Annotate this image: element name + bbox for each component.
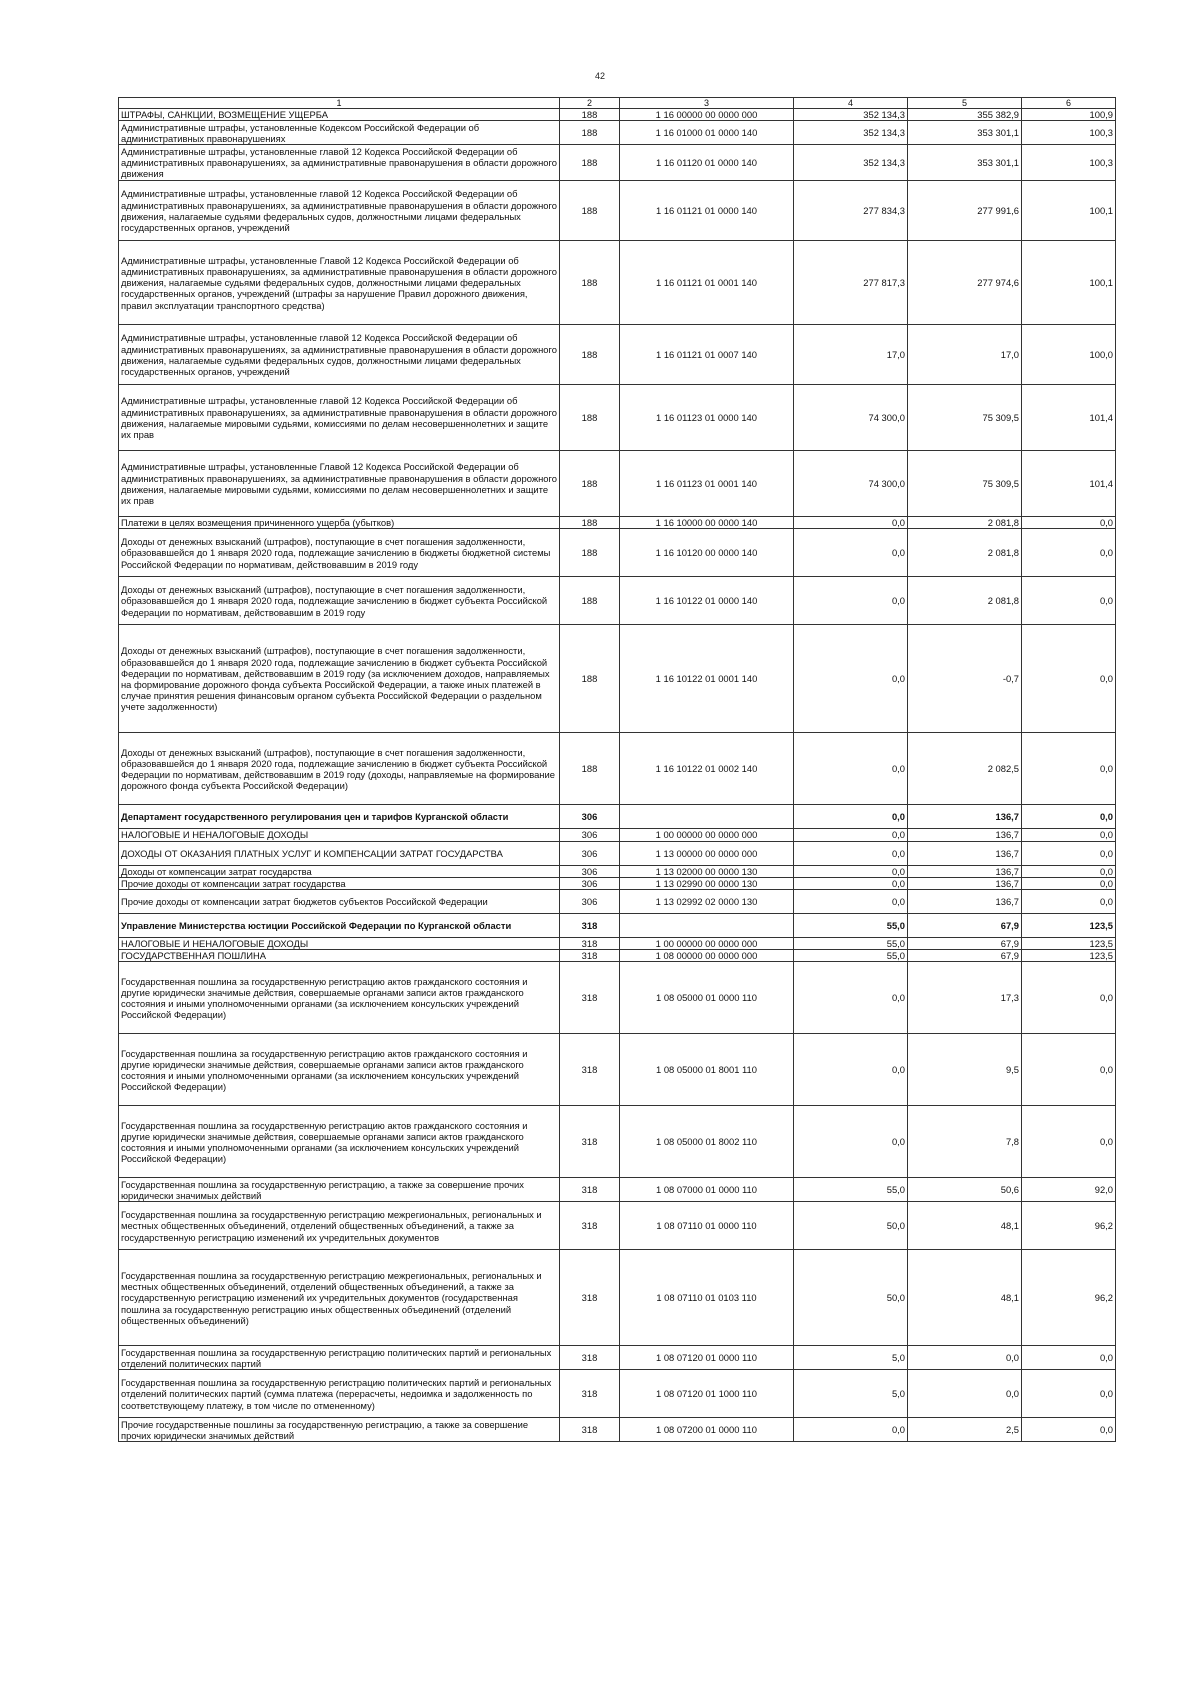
row-value-percent: 0,0: [1022, 962, 1116, 1034]
row-value-plan: 0,0: [794, 1418, 908, 1442]
row-value-actual: 0,0: [908, 1346, 1022, 1370]
row-budget-code: 1 08 07120 01 1000 110: [620, 1370, 794, 1418]
row-name: Государственная пошлина за государственную регистрацию межрегиональных, региональных и местных общественных объединений, отделений общественных объединений, а также за государственную регистрацию изменений их учредительных документов (государственная пошлина за государственную регистрацию иных общественных объединений (отделений общественных объединений): [119, 1250, 560, 1346]
row-admin-code: 188: [560, 145, 620, 181]
row-value-actual: 353 301,1: [908, 145, 1022, 181]
row-value-actual: 136,7: [908, 877, 1022, 889]
row-value-plan: 74 300,0: [794, 451, 908, 517]
row-value-percent: 0,0: [1022, 1370, 1116, 1418]
row-budget-code: 1 00 00000 00 0000 000: [620, 829, 794, 841]
row-admin-code: 188: [560, 577, 620, 625]
row-value-plan: 0,0: [794, 829, 908, 841]
row-value-percent: 100,3: [1022, 145, 1116, 181]
table-row: [119, 877, 1116, 889]
row-value-percent: 0,0: [1022, 1106, 1116, 1178]
row-value-actual: 2 081,8: [908, 577, 1022, 625]
table-row: [119, 805, 1116, 829]
row-value-plan: 0,0: [794, 517, 908, 529]
table-row: [119, 241, 1116, 325]
table-row: [119, 529, 1116, 577]
row-budget-code: 1 08 05000 01 0000 110: [620, 962, 794, 1034]
row-name: Административные штрафы, установленные Главой 12 Кодекса Российской Федерации об административных правонарушениях, за административные правонарушения в области дорожного движения, налагаемые мировыми судьями, комиссиями по делам несовершеннолетних и защите их прав: [119, 451, 560, 517]
row-value-percent: 123,5: [1022, 950, 1116, 962]
row-value-actual: 136,7: [908, 805, 1022, 829]
row-admin-code: 306: [560, 805, 620, 829]
row-value-percent: 0,0: [1022, 517, 1116, 529]
row-budget-code: 1 16 01121 01 0000 140: [620, 181, 794, 241]
row-value-percent: 0,0: [1022, 877, 1116, 889]
row-budget-code: 1 16 01121 01 0001 140: [620, 241, 794, 325]
row-admin-code: 318: [560, 950, 620, 962]
row-admin-code: 188: [560, 451, 620, 517]
row-value-actual: 9,5: [908, 1034, 1022, 1106]
row-value-percent: 101,4: [1022, 451, 1116, 517]
row-admin-code: 188: [560, 109, 620, 121]
row-value-percent: 123,5: [1022, 914, 1116, 938]
column-number: 3: [620, 98, 794, 109]
row-admin-code: 318: [560, 1202, 620, 1250]
row-value-percent: 0,0: [1022, 1034, 1116, 1106]
column-number: 2: [560, 98, 620, 109]
row-name: Доходы от компенсации затрат государства: [119, 865, 560, 877]
table-row: [119, 1178, 1116, 1202]
row-budget-code: 1 16 01123 01 0000 140: [620, 385, 794, 451]
row-name: Государственная пошлина за государственную регистрацию, а также за совершение прочих юридически значимых действий: [119, 1178, 560, 1202]
row-value-actual: 48,1: [908, 1250, 1022, 1346]
row-value-actual: 277 974,6: [908, 241, 1022, 325]
row-value-plan: 55,0: [794, 938, 908, 950]
row-value-percent: 100,9: [1022, 109, 1116, 121]
row-admin-code: 318: [560, 938, 620, 950]
row-value-percent: 0,0: [1022, 1418, 1116, 1442]
row-value-plan: 5,0: [794, 1346, 908, 1370]
row-budget-code: [620, 914, 794, 938]
table-row: [119, 865, 1116, 877]
row-value-actual: 67,9: [908, 914, 1022, 938]
table-row: [119, 938, 1116, 950]
row-budget-code: 1 08 07000 01 0000 110: [620, 1178, 794, 1202]
table-row: [119, 1250, 1116, 1346]
table-row: [119, 1418, 1116, 1442]
table-row: [119, 625, 1116, 733]
row-budget-code: 1 08 00000 00 0000 000: [620, 950, 794, 962]
row-value-percent: 0,0: [1022, 829, 1116, 841]
row-name: Административные штрафы, установленные главой 12 Кодекса Российской Федерации об административных правонарушениях, за административные правонарушения в области дорожного движения, налагаемые мировыми судьями, комиссиями по делам несовершеннолетних и защите их прав: [119, 385, 560, 451]
row-value-actual: 353 301,1: [908, 121, 1022, 145]
row-value-percent: 101,4: [1022, 385, 1116, 451]
row-name: Прочие государственные пошлины за государственную регистрацию, а также за совершение прочих юридически значимых действий: [119, 1418, 560, 1442]
row-budget-code: 1 16 10120 00 0000 140: [620, 529, 794, 577]
row-value-plan: 0,0: [794, 1034, 908, 1106]
row-name: Административные штрафы, установленные главой 12 Кодекса Российской Федерации об административных правонарушениях, за административные правонарушения в области дорожного движения, налагаемые судьями федеральных судов, должностными лицами федеральных государственных органов, учреждений: [119, 325, 560, 385]
table-row: [119, 1202, 1116, 1250]
row-value-percent: 0,0: [1022, 577, 1116, 625]
row-value-actual: 136,7: [908, 841, 1022, 865]
row-name: Государственная пошлина за государственную регистрацию актов гражданского состояния и другие юридически значимые действия, совершаемые органами записи актов гражданского состояния и иными уполномоченными органами (за исключением консульских учреждений Российской Федерации): [119, 962, 560, 1034]
row-admin-code: 188: [560, 121, 620, 145]
row-value-percent: 92,0: [1022, 1178, 1116, 1202]
table-row: [119, 962, 1116, 1034]
row-value-actual: 75 309,5: [908, 385, 1022, 451]
row-name: НАЛОГОВЫЕ И НЕНАЛОГОВЫЕ ДОХОДЫ: [119, 829, 560, 841]
row-value-plan: 55,0: [794, 914, 908, 938]
row-value-plan: 352 134,3: [794, 121, 908, 145]
row-admin-code: 318: [560, 962, 620, 1034]
row-admin-code: 188: [560, 529, 620, 577]
column-number: 6: [1022, 98, 1116, 109]
row-admin-code: 318: [560, 1106, 620, 1178]
row-value-actual: -0,7: [908, 625, 1022, 733]
row-value-percent: 96,2: [1022, 1250, 1116, 1346]
row-value-percent: 0,0: [1022, 890, 1116, 914]
row-admin-code: 318: [560, 1346, 620, 1370]
row-admin-code: 306: [560, 865, 620, 877]
row-value-percent: 96,2: [1022, 1202, 1116, 1250]
row-admin-code: 188: [560, 181, 620, 241]
row-name: Государственная пошлина за государственную регистрацию политических партий и региональных отделений политических партий: [119, 1346, 560, 1370]
row-budget-code: [620, 805, 794, 829]
row-value-plan: 50,0: [794, 1250, 908, 1346]
row-budget-code: 1 13 02000 00 0000 130: [620, 865, 794, 877]
row-value-actual: 17,3: [908, 962, 1022, 1034]
row-admin-code: 188: [560, 625, 620, 733]
row-name: Административные штрафы, установленные Кодексом Российской Федерации об административных правонарушениях: [119, 121, 560, 145]
row-value-actual: 2 082,5: [908, 733, 1022, 805]
row-value-percent: 0,0: [1022, 733, 1116, 805]
row-budget-code: 1 16 00000 00 0000 000: [620, 109, 794, 121]
row-admin-code: 318: [560, 914, 620, 938]
row-value-actual: 277 991,6: [908, 181, 1022, 241]
row-value-percent: 0,0: [1022, 625, 1116, 733]
table-row: [119, 1034, 1116, 1106]
row-budget-code: 1 16 01123 01 0001 140: [620, 451, 794, 517]
column-numbers-row: [119, 98, 1116, 109]
row-name: Государственная пошлина за государственную регистрацию актов гражданского состояния и другие юридически значимые действия, совершаемые органами записи актов гражданского состояния и иными уполномоченными органами (за исключением консульских учреждений Российской Федерации): [119, 1106, 560, 1178]
row-name: Государственная пошлина за государственную регистрацию межрегиональных, региональных и местных общественных объединений, отделений общественных объединений, а также за государственную регистрацию изменений их учредительных документов: [119, 1202, 560, 1250]
page-number: 42: [594, 71, 605, 81]
row-budget-code: 1 16 10000 00 0000 140: [620, 517, 794, 529]
row-budget-code: 1 13 02990 00 0000 130: [620, 877, 794, 889]
row-value-plan: 50,0: [794, 1202, 908, 1250]
row-value-plan: 0,0: [794, 625, 908, 733]
row-budget-code: 1 08 07110 01 0000 110: [620, 1202, 794, 1250]
row-value-percent: 0,0: [1022, 529, 1116, 577]
row-value-actual: 2,5: [908, 1418, 1022, 1442]
row-name: Административные штрафы, установленные главой 12 Кодекса Российской Федерации об административных правонарушениях, за административные правонарушения в области дорожного движения: [119, 145, 560, 181]
row-admin-code: 188: [560, 241, 620, 325]
row-name: Административные штрафы, установленные главой 12 Кодекса Российской Федерации об административных правонарушениях, за административные правонарушения в области дорожного движения, налагаемые судьями федеральных судов, должностными лицами федеральных государственных органов, учреждений: [119, 181, 560, 241]
row-budget-code: 1 08 07110 01 0103 110: [620, 1250, 794, 1346]
row-budget-code: 1 16 10122 01 0000 140: [620, 577, 794, 625]
row-value-percent: 0,0: [1022, 805, 1116, 829]
row-admin-code: 318: [560, 1418, 620, 1442]
row-name: Доходы от денежных взысканий (штрафов), поступающие в счет погашения задолженности, образовавшейся до 1 января 2020 года, подлежащие зачислению в бюджеты бюджетной системы Российской Федерации по нормативам, действовавшим в 2019 году: [119, 529, 560, 577]
row-value-plan: 277 817,3: [794, 241, 908, 325]
row-value-plan: 0,0: [794, 890, 908, 914]
table-row: [119, 829, 1116, 841]
table-row: [119, 950, 1116, 962]
table-row: [119, 451, 1116, 517]
row-value-actual: 136,7: [908, 890, 1022, 914]
table-row: [119, 577, 1116, 625]
column-number: 1: [119, 98, 560, 109]
revenue-table: [118, 97, 1116, 1442]
row-value-actual: 48,1: [908, 1202, 1022, 1250]
row-name: Доходы от денежных взысканий (штрафов), поступающие в счет погашения задолженности, образовавшейся до 1 января 2020 года, подлежащие зачислению в бюджет субъекта Российской Федерации по нормативам, действовавшим в 2019 году: [119, 577, 560, 625]
row-value-plan: 0,0: [794, 805, 908, 829]
row-admin-code: 318: [560, 1370, 620, 1418]
row-value-percent: 123,5: [1022, 938, 1116, 950]
row-budget-code: 1 08 05000 01 8002 110: [620, 1106, 794, 1178]
row-value-plan: 0,0: [794, 733, 908, 805]
row-value-plan: 0,0: [794, 877, 908, 889]
row-value-actual: 136,7: [908, 829, 1022, 841]
row-value-plan: 277 834,3: [794, 181, 908, 241]
row-value-plan: 352 134,3: [794, 145, 908, 181]
row-name: Государственная пошлина за государственную регистрацию политических партий и региональных отделений политических партий (сумма платежа (перерасчеты, недоимка и задолженность по соответствующему платежу, в том числе по отмененному): [119, 1370, 560, 1418]
row-budget-code: 1 08 05000 01 8001 110: [620, 1034, 794, 1106]
row-budget-code: 1 08 07120 01 0000 110: [620, 1346, 794, 1370]
row-value-actual: 2 081,8: [908, 529, 1022, 577]
row-value-plan: 0,0: [794, 962, 908, 1034]
table-row: [119, 109, 1116, 121]
row-value-plan: 55,0: [794, 1178, 908, 1202]
row-name: НАЛОГОВЫЕ И НЕНАЛОГОВЫЕ ДОХОДЫ: [119, 938, 560, 950]
row-admin-code: 188: [560, 385, 620, 451]
row-budget-code: 1 16 01121 01 0007 140: [620, 325, 794, 385]
row-value-actual: 50,6: [908, 1178, 1022, 1202]
row-name: Государственная пошлина за государственную регистрацию актов гражданского состояния и другие юридически значимые действия, совершаемые органами записи актов гражданского состояния и иными уполномоченными органами (за исключением консульских учреждений Российской Федерации): [119, 1034, 560, 1106]
column-number: 4: [794, 98, 908, 109]
row-value-percent: 0,0: [1022, 841, 1116, 865]
table-row: [119, 517, 1116, 529]
row-value-percent: 100,1: [1022, 181, 1116, 241]
row-budget-code: 1 13 00000 00 0000 000: [620, 841, 794, 865]
row-admin-code: 318: [560, 1250, 620, 1346]
row-admin-code: 318: [560, 1034, 620, 1106]
row-name: Управление Министерства юстиции Российской Федерации по Курганской области: [119, 914, 560, 938]
row-value-percent: 100,1: [1022, 241, 1116, 325]
row-name: ГОСУДАРСТВЕННАЯ ПОШЛИНА: [119, 950, 560, 962]
row-admin-code: 306: [560, 890, 620, 914]
row-value-actual: 0,0: [908, 1370, 1022, 1418]
row-name: Прочие доходы от компенсации затрат бюджетов субъектов Российской Федерации: [119, 890, 560, 914]
row-name: Доходы от денежных взысканий (штрафов), поступающие в счет погашения задолженности, образовавшейся до 1 января 2020 года, подлежащие зачислению в бюджет субъекта Российской Федерации по нормативам, действовавшим в 2019 году (доходы, направляемые на формирование дорожного фонда субъекта Российской Федерации): [119, 733, 560, 805]
table-row: [119, 325, 1116, 385]
row-value-percent: 0,0: [1022, 1346, 1116, 1370]
table-row: [119, 1346, 1116, 1370]
row-admin-code: 306: [560, 877, 620, 889]
row-value-actual: 2 081,8: [908, 517, 1022, 529]
row-budget-code: 1 13 02992 02 0000 130: [620, 890, 794, 914]
row-value-actual: 75 309,5: [908, 451, 1022, 517]
column-number: 5: [908, 98, 1022, 109]
table-row: [119, 841, 1116, 865]
row-value-plan: 0,0: [794, 865, 908, 877]
row-name: ШТРАФЫ, САНКЦИИ, ВОЗМЕЩЕНИЕ УЩЕРБА: [119, 109, 560, 121]
row-value-percent: 100,3: [1022, 121, 1116, 145]
row-budget-code: 1 16 10122 01 0002 140: [620, 733, 794, 805]
row-budget-code: 1 16 01120 01 0000 140: [620, 145, 794, 181]
row-admin-code: 188: [560, 517, 620, 529]
table-row: [119, 733, 1116, 805]
table-row: [119, 1370, 1116, 1418]
row-budget-code: 1 08 07200 01 0000 110: [620, 1418, 794, 1442]
row-name: Платежи в целях возмещения причиненного ущерба (убытков): [119, 517, 560, 529]
row-name: ДОХОДЫ ОТ ОКАЗАНИЯ ПЛАТНЫХ УСЛУГ И КОМПЕНСАЦИИ ЗАТРАТ ГОСУДАРСТВА: [119, 841, 560, 865]
row-name: Департамент государственного регулирования цен и тарифов Курганской области: [119, 805, 560, 829]
row-value-plan: 74 300,0: [794, 385, 908, 451]
row-name: Доходы от денежных взысканий (штрафов), поступающие в счет погашения задолженности, образовавшейся до 1 января 2020 года, подлежащие зачислению в бюджет субъекта Российской Федерации по нормативам, действовавшим в 2019 году (за исключением доходов, направляемых на формирование дорожного фонда субъекта Российской Федерации, а также иных платежей в случае принятия решения финансовым органом субъекта Российской Федерации о раздельном учете задолженности): [119, 625, 560, 733]
table-row: [119, 121, 1116, 145]
row-value-actual: 136,7: [908, 865, 1022, 877]
row-value-plan: 55,0: [794, 950, 908, 962]
row-admin-code: 306: [560, 829, 620, 841]
row-value-plan: 352 134,3: [794, 109, 908, 121]
row-value-plan: 0,0: [794, 1106, 908, 1178]
row-value-actual: 7,8: [908, 1106, 1022, 1178]
row-name: Прочие доходы от компенсации затрат государства: [119, 877, 560, 889]
row-admin-code: 318: [560, 1178, 620, 1202]
row-value-actual: 67,9: [908, 950, 1022, 962]
row-value-plan: 5,0: [794, 1370, 908, 1418]
row-budget-code: 1 16 10122 01 0001 140: [620, 625, 794, 733]
row-name: Административные штрафы, установленные Главой 12 Кодекса Российской Федерации об административных правонарушениях, за административные правонарушения в области дорожного движения, налагаемые судьями федеральных судов, должностными лицами федеральных государственных органов, учреждений (штрафы за нарушение Правил дорожного движения, правил эксплуатации транспортного средства): [119, 241, 560, 325]
row-value-plan: 0,0: [794, 529, 908, 577]
row-admin-code: 188: [560, 733, 620, 805]
row-value-actual: 67,9: [908, 938, 1022, 950]
row-budget-code: 1 00 00000 00 0000 000: [620, 938, 794, 950]
row-admin-code: 188: [560, 325, 620, 385]
row-value-actual: 17,0: [908, 325, 1022, 385]
table-row: [119, 385, 1116, 451]
row-value-percent: 0,0: [1022, 865, 1116, 877]
table-row: [119, 1106, 1116, 1178]
row-value-plan: 17,0: [794, 325, 908, 385]
row-admin-code: 306: [560, 841, 620, 865]
table-row: [119, 181, 1116, 241]
row-value-plan: 0,0: [794, 577, 908, 625]
table-row: [119, 145, 1116, 181]
row-value-actual: 355 382,9: [908, 109, 1022, 121]
table-row: [119, 890, 1116, 914]
row-budget-code: 1 16 01000 01 0000 140: [620, 121, 794, 145]
row-value-percent: 100,0: [1022, 325, 1116, 385]
row-value-plan: 0,0: [794, 841, 908, 865]
table-row: [119, 914, 1116, 938]
